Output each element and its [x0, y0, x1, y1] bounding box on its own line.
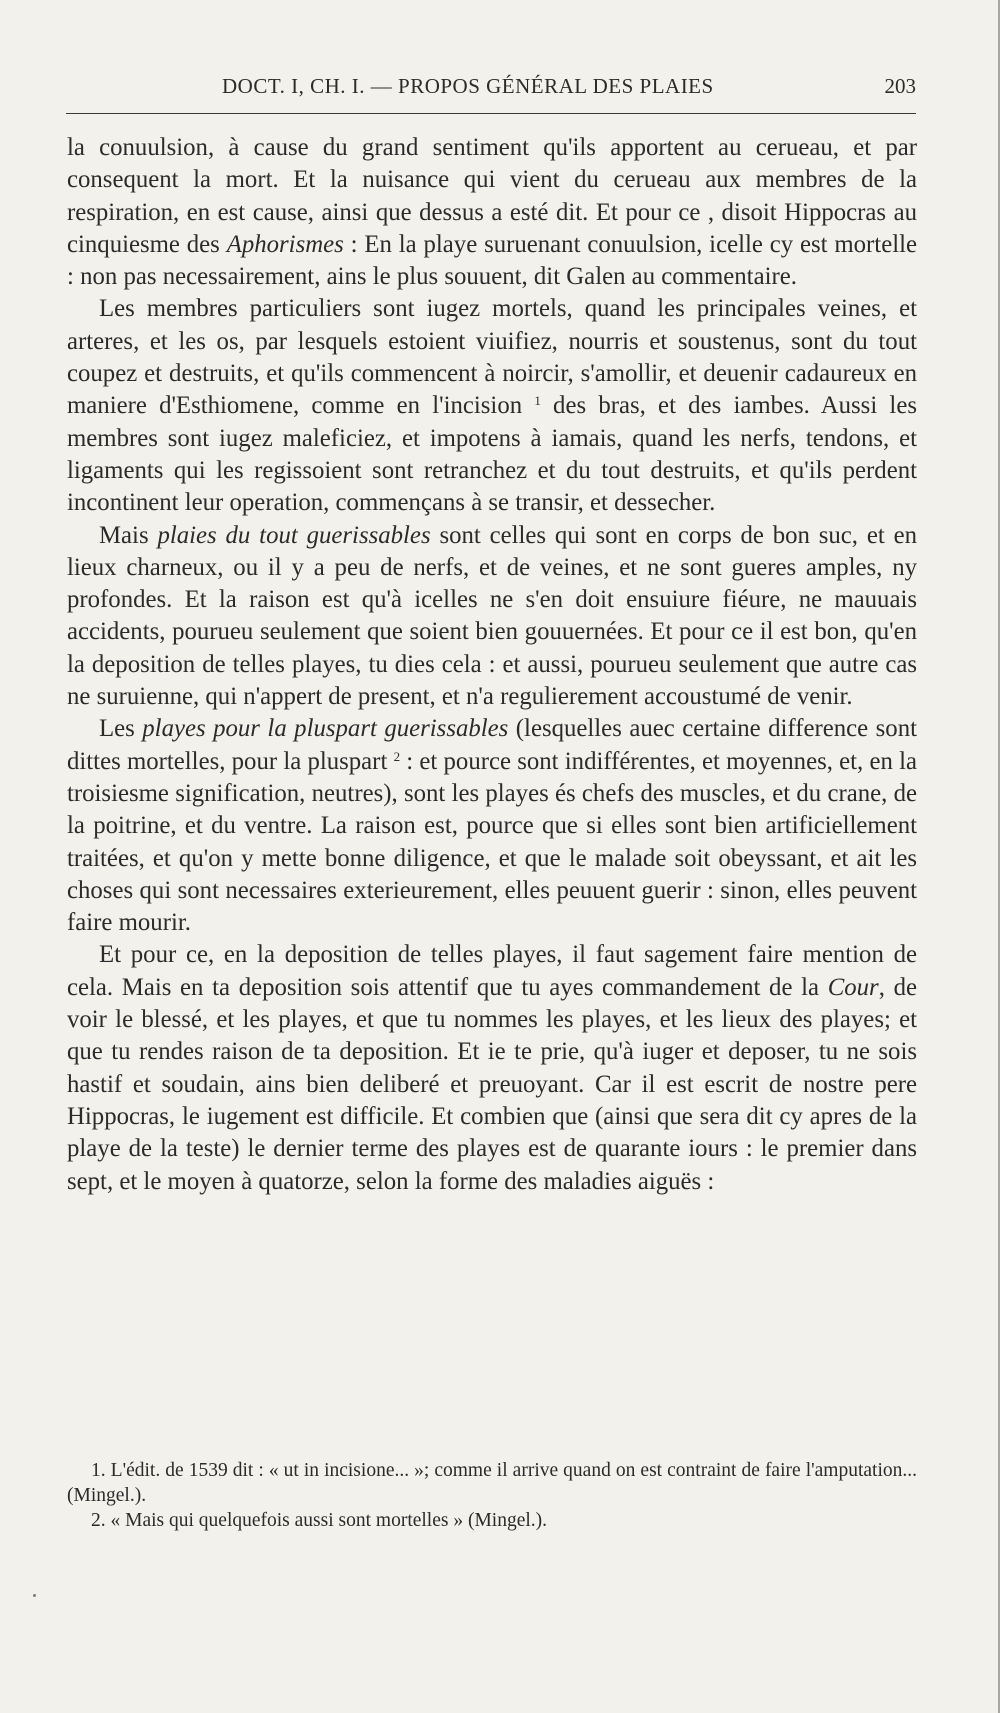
text-run: Mais [99, 521, 158, 549]
text-run: , de voir le blessé, et les playes, et que tu nommes les playes, et les lieux des playes; et que tu rendes raison de ta deposition. Et ie te prie, qu'à iuger et deposer, tu ne sois hastif et soudain, ains bien deliberé et preuoyant. Car il est escrit de nostre pere Hippocras, le iugement est difficile. Et combien que (ainsi que sera dit cy apres de la playe de la teste) le dernier terme des playes est de quarante iours : le premier dans sept, et le moyen à quatorze, selon la forme des maladies aiguës : [67, 973, 917, 1195]
italic-phrase: Aphorismes [226, 230, 344, 258]
text-run: Les membres particuliers sont iugez mortels, quand les principales veines, et arteres, et les os, par lesquels estoient viuifiez, nourris et soustenus, sont du tout coupez et destruits, et qu'ils commencent à noircir, s'amollir, et deuenir cadaureux en maniere d'Esthiomene, comme en l'incision [67, 295, 917, 420]
italic-phrase: Cour [827, 973, 879, 1001]
footnotes [67, 1458, 917, 1533]
text-run: sont celles qui sont en corps de bon suc, et en lieux charneux, ou il y a peu de nerfs, et de veines, et ne sont gueres amples, ny profondes. Et la raison est qu'à icelles ne s'en doit ensuiure fiéure, ne mauuais accidents, pourueu seulement que soient bien gouuernées. Et pour ce il est bon, qu'en la deposition de telles playes, tu dies cela : et aussi, pourueu seulement que autre cas ne suruienne, qui n'appert de present, et n'a regulierement accoustumé de venir. [67, 521, 918, 711]
text-run: Et pour ce, en la deposition de telles playes, il faut sagement faire mention de cela. Mais en ta deposition sois attentif que tu ayes commandement de la [67, 941, 917, 1001]
footnote-ref: 2 [393, 748, 401, 764]
italic-phrase: playes pour la pluspart guerissables [142, 715, 509, 743]
header-rule [66, 113, 916, 114]
text-run: : En la playe suruenant conuulsion, icelle cy est mortelle : non pas necessairement, ains le plus souuent, dit Galen au commentaire. [67, 230, 917, 291]
paragraph-2 [67, 293, 917, 519]
page-number: 203 [884, 74, 916, 98]
footnote-2: 2. « Mais qui quelquefois aussi sont mortelles » (Mingel.). [91, 1510, 548, 1531]
paragraph-3 [67, 520, 917, 714]
text-run: (lesquelles auec certaine difference sont dittes mortelles, pour la pluspart [67, 715, 917, 775]
footnote-1: 1. L'édit. de 1539 dit : « ut in incisione... »; comme il arrive quand on est contraint de faire l'amputation... (Mingel.). [67, 1460, 917, 1506]
text-run: : et pource sont indifférentes, et moyennes, et, en la troisiesme signification, neutres), sont les playes és chefs des muscles, et du crane, de la poitrine, et du ventre. La raison est, pource que si elles sont bien artificiellement traitées, et qu'on y mette bonne diligence, et que le malade soit obeyssant, et ait les choses qui sont necessaires exterieurement, elles peuuent guerir : sinon, elles peuvent faire mourir. [67, 747, 917, 937]
text-run: Les [99, 715, 143, 743]
running-head [66, 74, 916, 104]
paper-speck [33, 1594, 36, 1597]
italic-phrase: plaies du tout guerissables [157, 521, 431, 549]
body-text [67, 132, 917, 1198]
paragraph-1 [67, 132, 917, 293]
paragraph-4 [67, 713, 917, 939]
text-run: la conuulsion, à cause du grand sentiment qu'ils apportent au cerueau, et par consequent la mort. Et la nuisance qui vient du cerueau aux membres de la respiration, en est cause, ainsi que dessus a esté dit. Et pour ce , disoit Hippocras au cinquiesme des [67, 134, 917, 258]
text-run: des bras, et des iambes. Aussi les membres sont iugez maleficiez, et impotens à iamais, quand les nerfs, tendons, et ligaments qui les regissoient sont retranchez et du tout destruits, et qu'ils perdent incontinent leur operation, commençans à se transir, et dessecher. [67, 392, 917, 517]
footnote-ref: 1 [534, 393, 541, 409]
running-title: DOCT. I, CH. I. — PROPOS GÉNÉRAL DES PLAIES [222, 74, 714, 98]
paragraph-5 [67, 939, 917, 1197]
